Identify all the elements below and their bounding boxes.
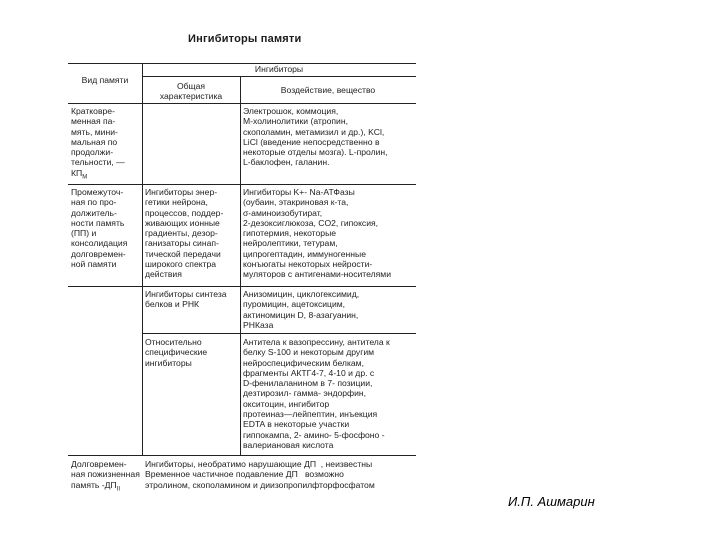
row2-type: Промежуточ- ная по про- должитель- ности память (ПП) и консолидация долговремен- ной памяти: [71, 187, 128, 270]
header-group-underline: [142, 76, 416, 77]
row2-substance: Ингибиторы K+- Na-АТФазы (оубаин, этакриновая к-та, σ-аминоизобутират, 2-дезоксиглюкоза, CO2, гипоксия, гипотермия, некоторые нейролептики, тетурам, ципрогептадин, иммуногенные конъюгаты некоторых нейрости- муляторов с антигенами-носителями: [243, 187, 392, 280]
row1-type-subscript: М: [82, 174, 88, 181]
header-general-characteristic: Общая характеристика: [159, 81, 223, 102]
header-inhibitors: Ингибиторы: [254, 64, 304, 74]
column-divider: [240, 76, 241, 455]
row-divider: [68, 286, 416, 287]
row4-characteristic: Относительно специфические ингибиторы: [145, 337, 208, 368]
row5-type-subscript: II: [116, 486, 120, 493]
document-title: Ингибиторы памяти: [188, 33, 302, 45]
row-divider: [142, 333, 416, 334]
row3-substance: Анизомицин, циклогексимид, пуромицин, ацетоксицим, актиномицин D, 8-азагуанин, РНКаза: [243, 289, 360, 330]
row1-type-text: Кратковре- менная па- мять, мини- мальная по продолжи- тельности, — КП: [71, 106, 125, 178]
header-bottom-border: [68, 103, 416, 104]
header-type-of-memory: Вид памяти: [81, 75, 129, 85]
row-divider: [68, 455, 416, 456]
row5-characteristic: Ингибиторы, необратимо нарушающие ДП , неизвестны Временное частичное подавление ДП возможно этролином, скополамином и диизопропилфторфосфатом: [145, 459, 375, 490]
row2-characteristic: Ингибиторы энер- гетики нейрона, процессов, поддер- живающих ионные градиенты, дезор- ганизаторы синап- тической передачи широкого спектра действия: [145, 187, 224, 280]
row1-type: [71, 106, 141, 183]
row4-substance: Антитела к вазопрессину, антитела к белку S-100 и некоторым другим нейроспецифическим белкам, фрагменты АКТГ4-7, 4-10 и др. с D-фенилаланином в 7- позиции, дезтирозил- гамма- эндорфин, окситоцин, ингибитор протеиназ—лейпептин, инъекция EDTA в некоторые участки гиппокампа, 2- амино- 5-фосфоно - валериановая кислота: [243, 337, 390, 450]
row5-type-text: Долговремен- ная пожизненная память -ДП: [71, 459, 140, 490]
author-signature: И.П. Ашмарин: [508, 494, 595, 509]
column-divider: [142, 63, 143, 455]
row5-type: [71, 459, 143, 495]
header-action-substance: Воздействие, вещество: [280, 85, 376, 95]
row1-substance: Электрошок, коммоция, М-холинолитики (атропин, скополамин, метамизил и др.), KCl, LiCl (введение непосредственно в некоторые отделы мозга). L-пролин, L-баклофен, галанин.: [243, 106, 388, 168]
row-divider: [68, 184, 416, 185]
row3-characteristic: Ингибиторы синтеза белков и РНК: [145, 289, 227, 310]
